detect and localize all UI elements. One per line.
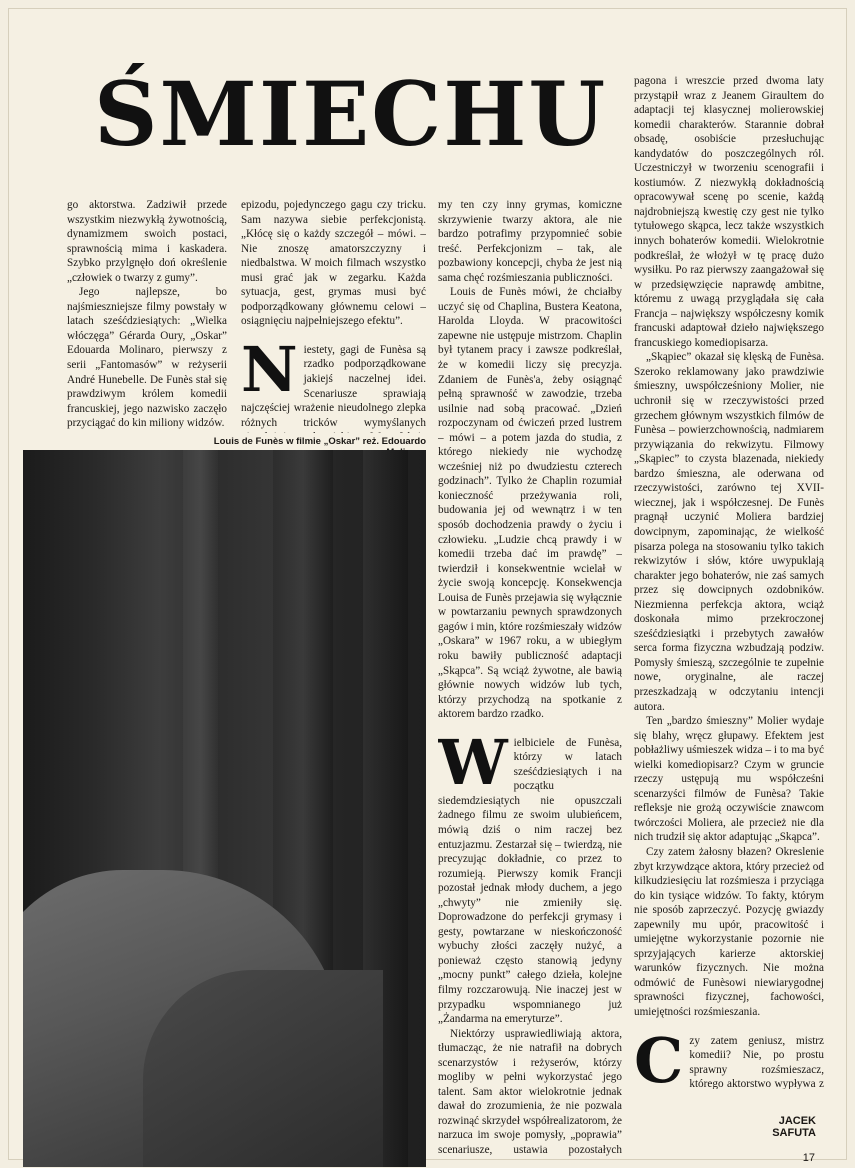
- paragraph: Czy zatem żałosny błazen? Okreslenie zbyt krzywdzące aktora, który przecież od kilkudziesięciu lat rozśmiesza i przyciąga do kin tysiące widzów. To fakty, którym nie sposób zaprzeczyć. Pozycję gwiazdy zapewnily mu upór, pracowitość i umiejętne wykorzystanie pozornie nie sprzyjających karierze aktorskiej warunków fizycznych. Nie można odmówić de Funèsowi niewiarygodnej sprawności fizycznej, fachowości, umiejętności rozśmieszania.: [634, 845, 824, 1018]
- paragraph: pagona i wreszcie przed dwoma laty przystąpił wraz z Jeanem Giraultem do adaptacji tej klasycznej molierowskiej komedii charakterów. Starannie dobrał obsadę, osobiście przesłuchując kandydatów do poszczególnych ról. Uczestniczył w tworzeniu scenografii i kostiumów. Z niezwykłą dokładnością opracowywał scenę po scenie, każdą najdrobniejszą kwestię czy gest nie tylko tytułowego skąpca, lecz także wszystkich innych bohaterów komedii. Wielokrotnie podkreślał, że włożył w tę pracę dużo wysiłku. Po raz pierwszy zaangażował się w przedsięwzięcie naprawdę ambitne, któremu z uwagą przyglądała się cała Francja – największy współczesny komik francuski adaptował dzieło największego francuskiego komediopisarza.: [634, 75, 824, 349]
- column-3: [438, 198, 622, 1158]
- photo: [23, 450, 426, 1167]
- paragraph-text: zy zatem geniusz, mistrz komedii? Nie, po prostu sprawny rozśmieszacz, którego aktorstwo wypływa z: [689, 1034, 824, 1089]
- headline: ŚMIECHU: [94, 62, 608, 166]
- paragraph: epizodu, pojedynczego gagu czy tricku. Sam nazywa siebie perfekcjonistą. „Kłócę się o każdy szczegół – mówi. – Nie znoszę amatorszczyzny i niedbalstwa. W moich filmach wszystko musi grać jak w zegarku. Każda sytuacja, gest, grymas musi być podporządkowany głównemu celowi – osiągnięciu najpełniejszego efektu”.: [241, 199, 426, 328]
- drop-cap: N: [241, 332, 298, 406]
- column-2: [241, 198, 426, 433]
- drop-cap: W: [438, 725, 508, 799]
- page-number: 17: [802, 1152, 815, 1164]
- paragraph-text: ielbiciele de Funèsa, którzy w latach sześćdziesiątych i na początku siedemdziesiątych nie opuszczali żadnego filmu ze swoim ulubieńcem, mówią dziś o nim raczej bez entuzjazmu. Zestarzał się – twierdzą, nie precyzując dokładnie, co przez to rozumieją. Pierwszy komik Francji pozostał jednak młody duchem, a jego „chwyty” nie zmieniły się. Doprowadzone do perfekcji grymasy i gesty, powtarzane w nieskończoność wybuchy złości zaczęły nużyć, a ponieważ często stanowią jedyny „mocny punkt” całego dzieła, kolejne filmy rozczarowują. Nie inaczej jest w przypadku wspomnianego już „Żandarma na emeryturze”.: [438, 736, 622, 1026]
- paragraph: [67, 431, 227, 433]
- paragraph: Ten „bardzo śmieszny” Molier wydaje się blahy, wręcz głupawy. Efektem jest pobłażliwy uśmieszek widza – i to ma być wielki komediopisarz? Czym w gruncie rzeczy ustępują mu współcześni scenarzyści filmów de Funèsa? Takie refleksje nie grożą oczywiście znawcom twórczości Moliera, ale przecież nie dla nich trudził się aktor adaptując „Skąpca”.: [634, 715, 824, 844]
- column-1: [67, 198, 227, 433]
- magazine-page: [8, 8, 847, 1164]
- paragraph: [438, 725, 622, 1027]
- column-4: [634, 74, 824, 1089]
- paragraph: Niektórzy usprawiedliwiają aktora, tłumacząc, że nie natrafił na dobrych scenarzystów i reżyserów, którzy mogliby w pełni wykorzystać jego talent. Sam aktor wielokrotnie jednak dawał do zrozumienia, że nie pozwala rozwinąć skrzydeł współrealizatorom, że narzuca im swoje pomysły, „poprawia” scenariusze, ustawia pozostałych: [438, 1027, 622, 1156]
- paragraph: Louis de Funès mówi, że chciałby uczyć się od Chaplina, Bustera Keatona, Harolda Lloyda. W pracowitości zapewne nie ustępuje mistrzom. Chaplin był tytanem pracy i zawsze podkreślał, że w komedii liczy się precyzja. Zdaniem de Funès'a, żeby osiągnąć pełną sprawność w zawodzie, trzeba usilnie nad sobą pracować. „Dzień rozpoczynam od ćwiczeń przed lustrem – mówi – a potem jazda do studia, z którego niekiedy nie wychodzę wcześniej niż po dwudziestu czterech godzinach”. Tylko że Chaplin rozumiał konieczność przeżywania roli, budowania jej od wewnątrz i w ten sposób dochodzenia prawdy o życiu i człowieku. „Ludzie chcą prawdy i w komedii trzeba dać im prawdę” – twierdził i konsekwentnie wcielał w życie swoją koncepcję. Konsekwencja Louisa de Funès przejawia się wyłącznie w powtarzaniu pewnych sprawdzonych gagów i min, które rozśmieszały widzów „Oskara” w 1967 roku, a w ubiegłym roku bawiły publiczność adaptacji „Skąpca”. Są wciąż żywotne, ale bawią głównie nowych widzów lub tych, którzy przychodzą na spotkanie z aktorem bardzo rzadko.: [438, 286, 622, 721]
- paragraph-text: iestety, gagi de Funèsa są rzadko podporządkowane jakiejś naczelnej idei. Scenariusze sprawiają najczęściej wrażenie nieudolnego zlepka różnych tricków wymyślanych: [241, 343, 426, 429]
- paragraph: my ten czy inny grymas, komiczne skrzywienie twarzy aktora, ale nie bardzo potrafimy przypomnieć sobie treść. Perfekcjonizm – tak, ale pozbawiony koncepcji, chyba że jest nią sama chęć rozśmieszania publiczności.: [438, 199, 622, 284]
- photo-caption: Louis de Funès w filmie „Oskar” reż. Edouardo: [213, 436, 426, 447]
- paragraph: Jego najlepsze, bo najśmieszniejsze filmy powstały w latach sześćdziesiątych: „Wielka włóczęga” Gérarda Oury, „Oskar” Edouarda Molinaro, pierwszy z serii „Fantomasów” w reżyserii André Hunebelle. De Funès stał się prawdziwym królem komedii francuskiej, jego nazwisko zaczęło przyciągać do kin miliony widzów.: [67, 286, 227, 430]
- author-last-name: SAFUTA: [772, 1127, 816, 1139]
- author-first-name: JACEK: [778, 1115, 816, 1127]
- paragraph: go aktorstwa. Zadziwił przede wszystkim niezwykłą żywotnością, dynamizmem swoich postaci, sprawnością mima i kaskadera. Szybko przylgnęło doń określenie „człowiek o twarzy z gumy”.: [67, 199, 227, 284]
- author-byline: [739, 1115, 816, 1139]
- paragraph: [634, 1023, 824, 1089]
- paragraph: [241, 332, 426, 433]
- paragraph: „Skąpiec” okazał się klęską de Funèsa. Szeroko reklamowany jako prawdziwie śmieszny, uwspółcześniony Molier, nie uchronił się w rzeczywistości przed grzechem głównym wszystkich filmów de Funèsa – powierzchownością, nadmiarem przywiązania do rekwizytu. Filmowy „Skąpiec” to czysta blazenada, niekiedy bardzo śmieszna, ale oderwana od rzeczywistości, zarówno tej XVII-wiecznej, jak i współczesnej. De Funès pragnął uczynić Moliera bardziej dowcipnym, zapominając, że wielkość pisarza polega na stosowaniu tylko takich rekwizytów i słów, które uwypuklają charakter jego bohaterów, nie zaś samych przez się dowcipnych ozdobników. Niezmienna perfekcja aktora, wciąż doskonała mimo przekroczonej sześćdziesiątki i przebytych zawałów serca forma fizyczna wzbudzają podziw. Pomysły śmieszą, szczególnie te zupełnie nowe, oryginalne, ale raczej przeszkadzają w odczytaniu intencji autora.: [634, 351, 824, 713]
- drop-cap: C: [634, 1023, 684, 1089]
- photo-collar-silhouette: [143, 970, 383, 1167]
